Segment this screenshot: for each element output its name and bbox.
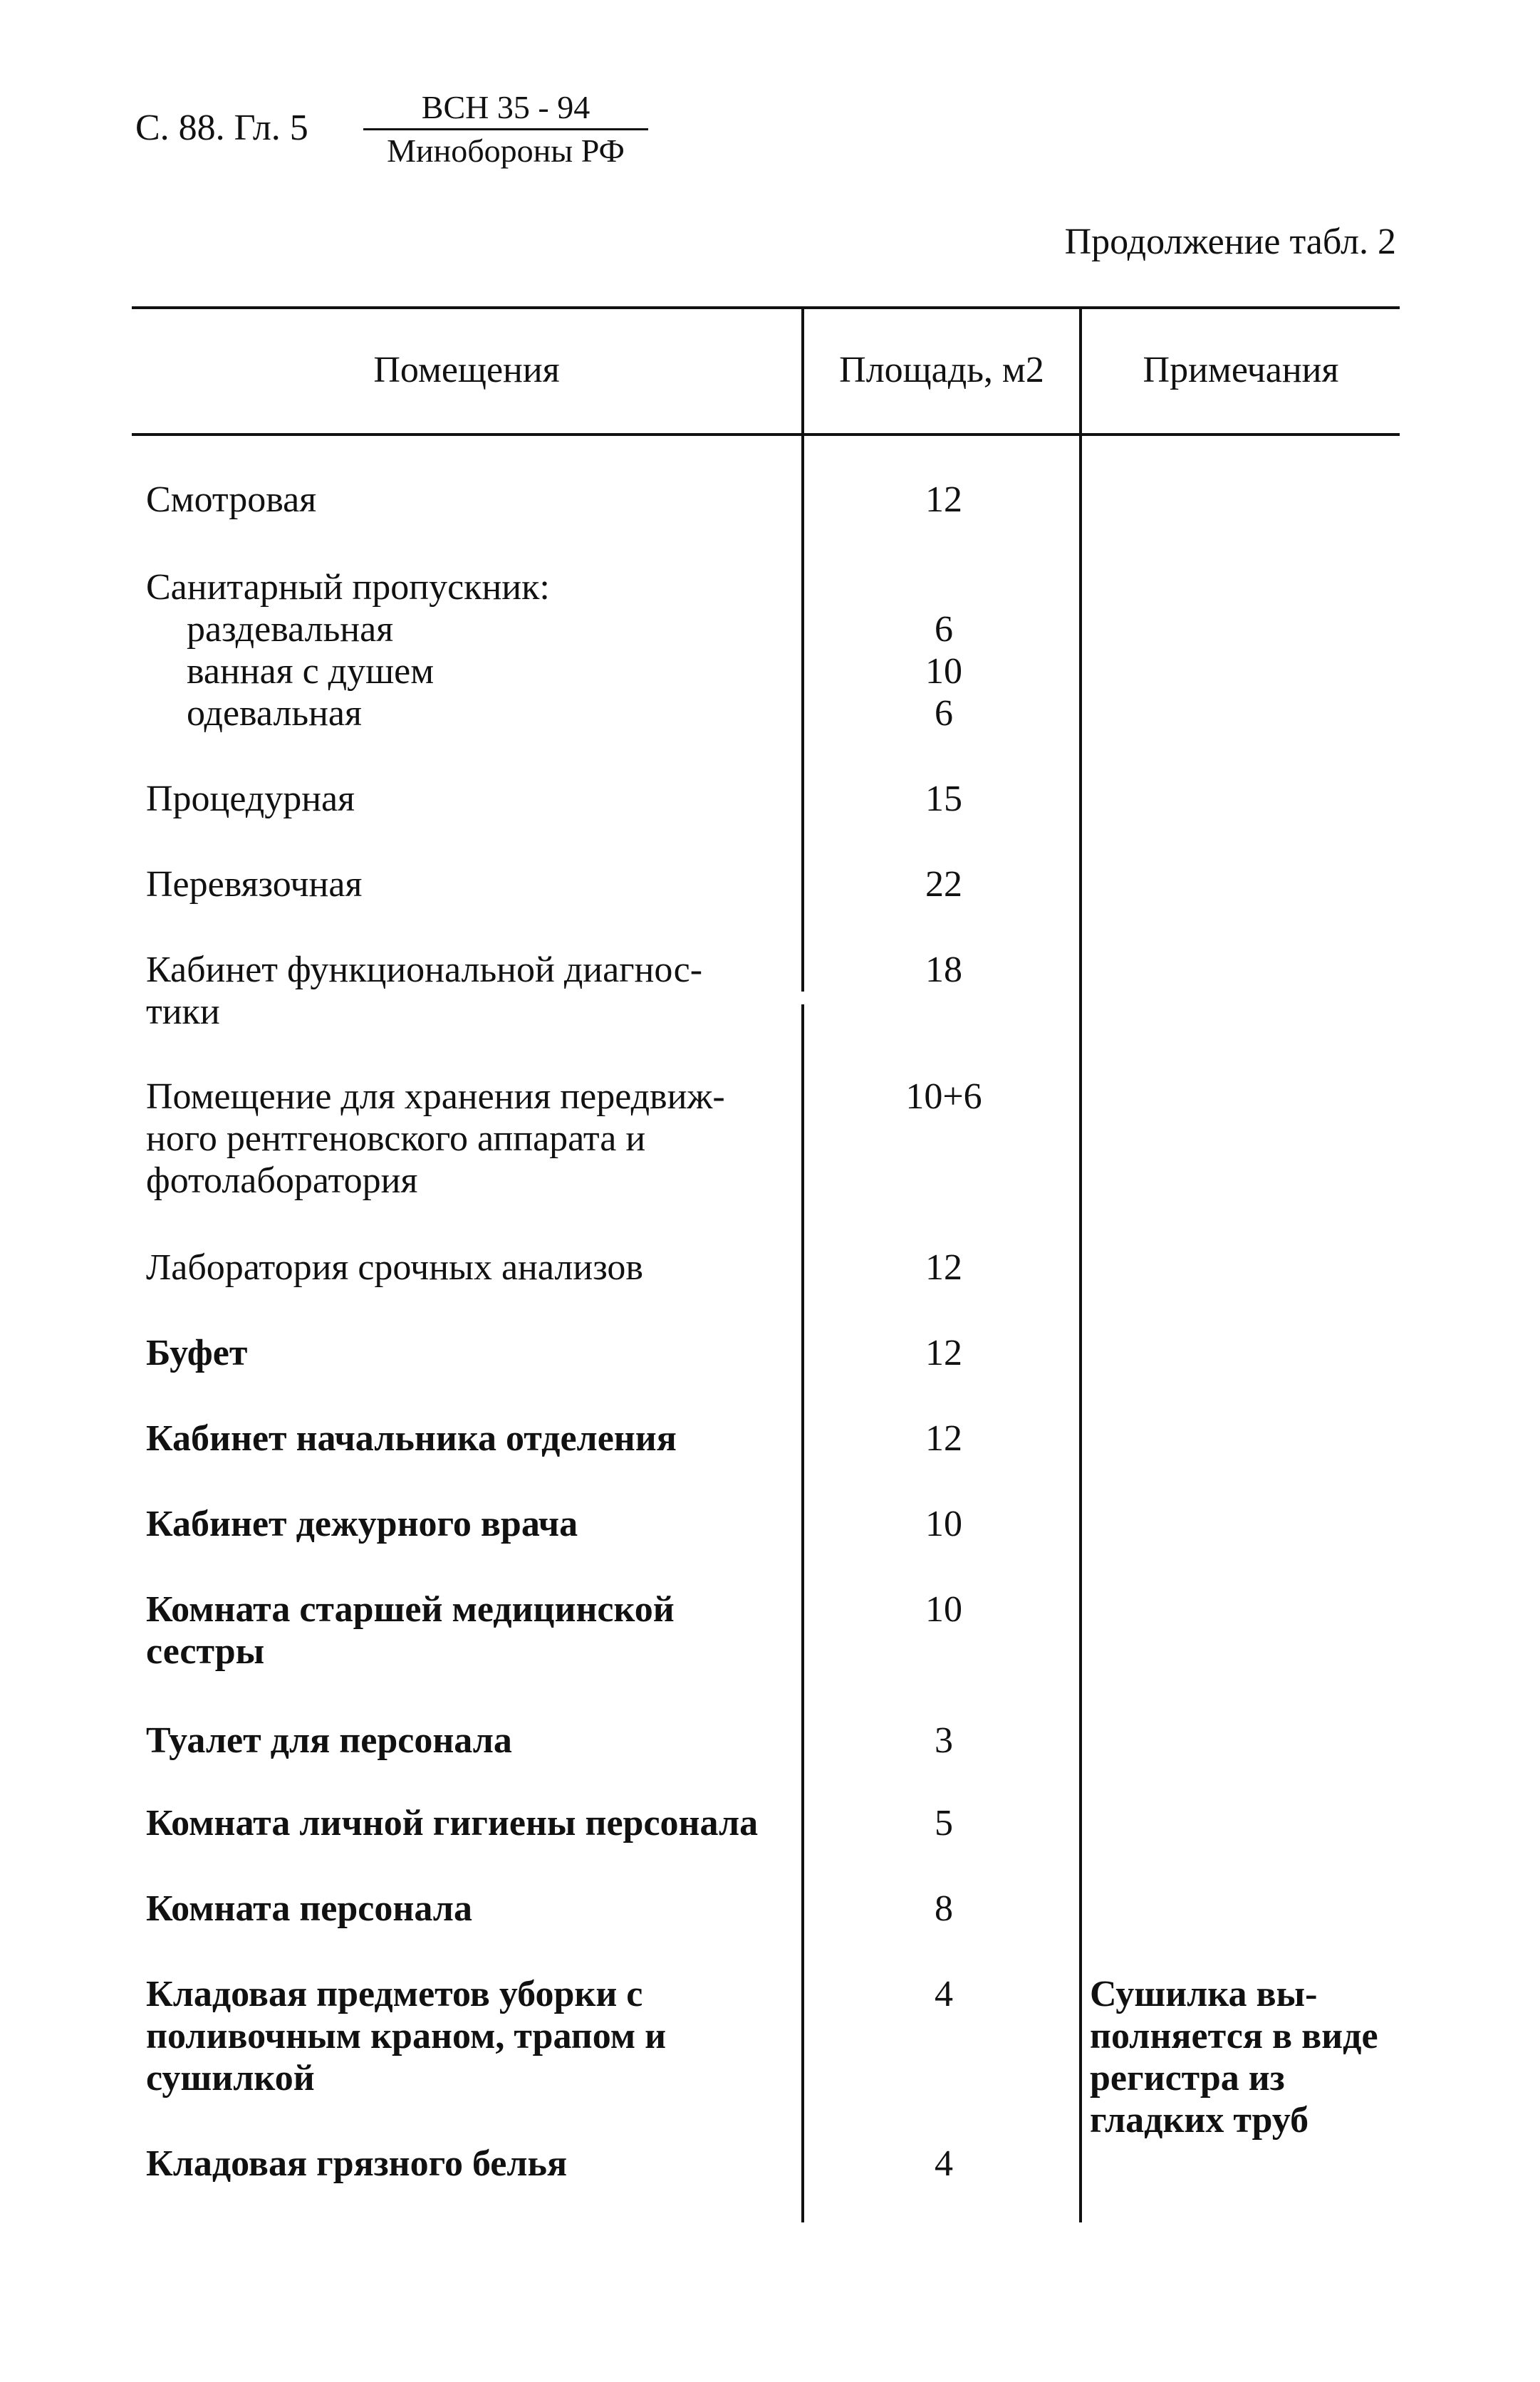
room-area: 6 [935,609,953,650]
room-name: Буфет [146,1333,248,1373]
room-name: одевальная [187,693,362,734]
room-area: 10 [925,1589,962,1630]
document-code-number: ВСН 35 - 94 [363,91,648,130]
room-name: Лаборатория срочных анализов [146,1247,643,1288]
room-area: 8 [935,1888,953,1929]
room-area: 10 [925,651,962,692]
room-name: Санитарный пропускник: [146,567,550,608]
room-area: 15 [925,779,962,819]
room-name: раздевальная [187,609,394,650]
room-area: 10+6 [905,1076,982,1117]
room-name: Смотровая [146,479,317,520]
column-divider-2 [1079,306,1082,2222]
room-name: Процедурная [146,779,355,819]
room-name: Туалет для персонала [146,1720,512,1761]
room-area: 12 [925,1418,962,1459]
document-code [363,91,648,167]
room-area: 12 [925,1333,962,1373]
room-area: 5 [935,1803,953,1843]
room-name: Комната личной гигиены персонала [146,1803,759,1843]
room-area: 12 [925,479,962,520]
document-organization: Минобороны РФ [387,132,625,169]
room-area: 18 [925,950,962,990]
room-note: Сушилка вы- полняется в виде регистра из гладких труб [1090,1974,1378,2141]
room-area: 4 [935,2143,953,2184]
room-area: 22 [925,864,962,905]
table-header-rule [132,433,1400,436]
room-area: 12 [925,1247,962,1288]
room-name: ванная с душем [187,651,435,692]
room-name: Кладовая грязного белья [146,2143,568,2184]
table-continuation-label: Продолжение табл. 2 [1064,222,1396,262]
column-header-rooms: Помещения [373,350,560,390]
room-area: 4 [935,1974,953,2014]
room-name: Кладовая предметов уборки с поливочным краном, трапом и сушилкой [146,1974,667,2098]
room-name: Помещение для хранения передвиж- ного рентгеновского аппарата и фотолаборатория [146,1076,725,1201]
column-divider-1-lower [801,1004,804,2222]
page-reference: С. 88. Гл. 5 [135,108,308,148]
room-name: Комната старшей медицинской сестры [146,1589,675,1672]
room-name: Кабинет дежурного врача [146,1504,578,1544]
room-name: Кабинет начальника отделения [146,1418,677,1459]
room-area: 6 [935,693,953,734]
room-name: Кабинет функциональной диагнос- тики [146,950,703,1032]
room-name: Комната персонала [146,1888,472,1929]
column-header-area: Площадь, м2 [839,350,1044,390]
table-top-rule [132,306,1400,309]
room-name: Перевязочная [146,864,363,905]
room-area: 3 [935,1720,953,1761]
column-header-notes: Примечания [1143,350,1339,390]
room-area: 10 [925,1504,962,1544]
